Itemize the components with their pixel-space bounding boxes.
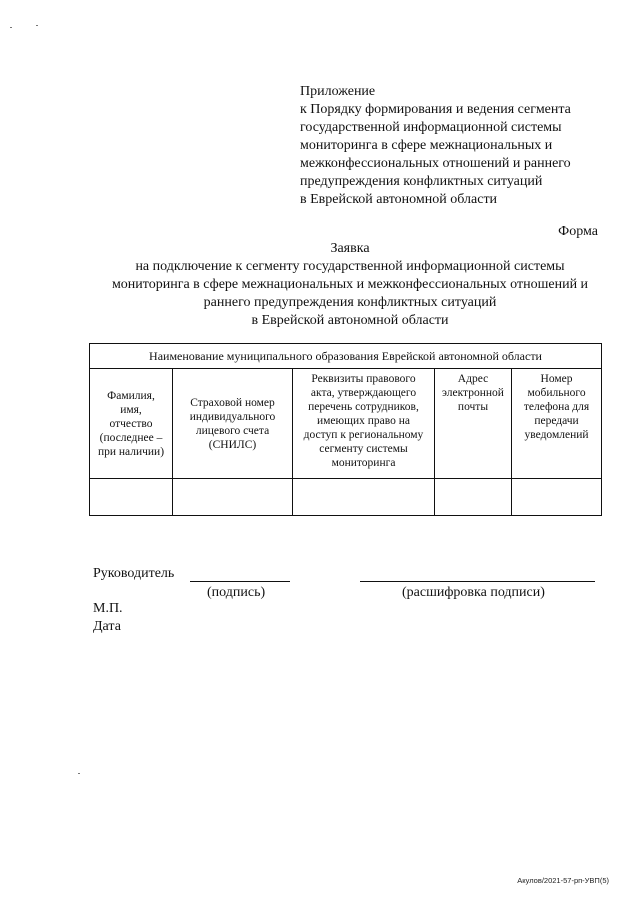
document-code: Акулов/2021-57-рп-УВП(5) <box>517 876 609 885</box>
column-header-line: доступ к региональному <box>303 429 424 441</box>
column-header-line: мониторинга <box>331 457 396 469</box>
column-header-phone <box>512 369 602 479</box>
appendix-line: предупреждения конфликтных ситуаций <box>300 174 543 189</box>
seal-label: М.П. <box>93 601 123 616</box>
column-header-legal-act <box>293 369 435 479</box>
title-line: раннего предупреждения конфликтных ситуаций <box>203 295 497 310</box>
column-header-line: лицевого счета <box>195 424 270 437</box>
column-header-line: Страховой номер <box>190 396 275 409</box>
signature-caption: (подпись) <box>207 585 266 600</box>
title-line: в Еврейской автономной области <box>251 313 449 328</box>
appendix-line: в Еврейской автономной области <box>300 192 498 207</box>
column-header-line: имеющих право на <box>316 415 410 427</box>
document-title <box>60 240 639 330</box>
column-header-line: Реквизиты правового <box>311 373 416 385</box>
table-cell-email[interactable] <box>435 479 512 516</box>
column-header-line: Фамилия, <box>107 389 155 402</box>
appendix-line: мониторинга в сфере межнациональных и <box>300 138 553 153</box>
column-header-line: (последнее – <box>99 431 163 444</box>
appendix-block <box>300 83 620 209</box>
appendix-line: межконфессиональных отношений и раннего <box>300 156 571 171</box>
appendix-line: Приложение <box>300 84 376 99</box>
column-header-line: индивидуального <box>189 410 276 423</box>
scan-speck <box>10 27 12 28</box>
column-header-line: (СНИЛС) <box>208 438 257 451</box>
column-header-snils <box>173 369 293 479</box>
column-header-line: имя, <box>120 403 142 416</box>
column-header-line: перечень сотрудников, <box>308 401 419 413</box>
title-line: мониторинга в сфере межнациональных и межконфессиональных отношений и <box>111 277 589 292</box>
application-table <box>89 343 602 516</box>
table-cell-legal-act[interactable] <box>293 479 435 516</box>
table-cell-full-name[interactable] <box>90 479 173 516</box>
column-header-line: сегменту системы <box>319 443 408 455</box>
column-header-line: Адрес <box>457 373 489 385</box>
column-header-line: Номер <box>540 373 573 385</box>
scan-speck <box>78 773 80 774</box>
date-label: Дата <box>93 619 121 634</box>
signature-decoding-caption: (расшифровка подписи) <box>402 585 545 600</box>
column-header-line: электронной <box>442 387 504 399</box>
appendix-line: государственной информационной системы <box>300 120 562 135</box>
column-header-line: уведомлений <box>524 429 589 441</box>
column-header-full-name <box>90 369 173 479</box>
table-header-municipality: Наименование муниципального образования Еврейской автономной области <box>90 344 602 369</box>
column-header-line: акта, утверждающего <box>310 387 417 399</box>
scan-speck <box>36 25 38 26</box>
head-label: Руководитель <box>93 566 175 581</box>
column-header-line: телефона для <box>523 401 590 413</box>
column-header-line: передачи <box>534 415 579 427</box>
signature-decoding-line[interactable] <box>360 581 595 582</box>
column-header-line: отчество <box>109 417 153 430</box>
appendix-line: к Порядку формирования и ведения сегмента <box>300 102 571 117</box>
column-header-line: при наличии) <box>97 445 165 458</box>
column-header-line: почты <box>457 401 489 413</box>
title-line: Заявка <box>330 241 370 256</box>
signature-line[interactable] <box>190 581 290 582</box>
form-label: Форма <box>558 224 598 239</box>
table-cell-phone[interactable] <box>512 479 602 516</box>
column-header-line: мобильного <box>527 387 586 399</box>
title-line: на подключение к сегменту государственной информационной системы <box>135 259 565 274</box>
column-header-email <box>435 369 512 479</box>
table-cell-snils[interactable] <box>173 479 293 516</box>
table-row <box>90 479 602 516</box>
